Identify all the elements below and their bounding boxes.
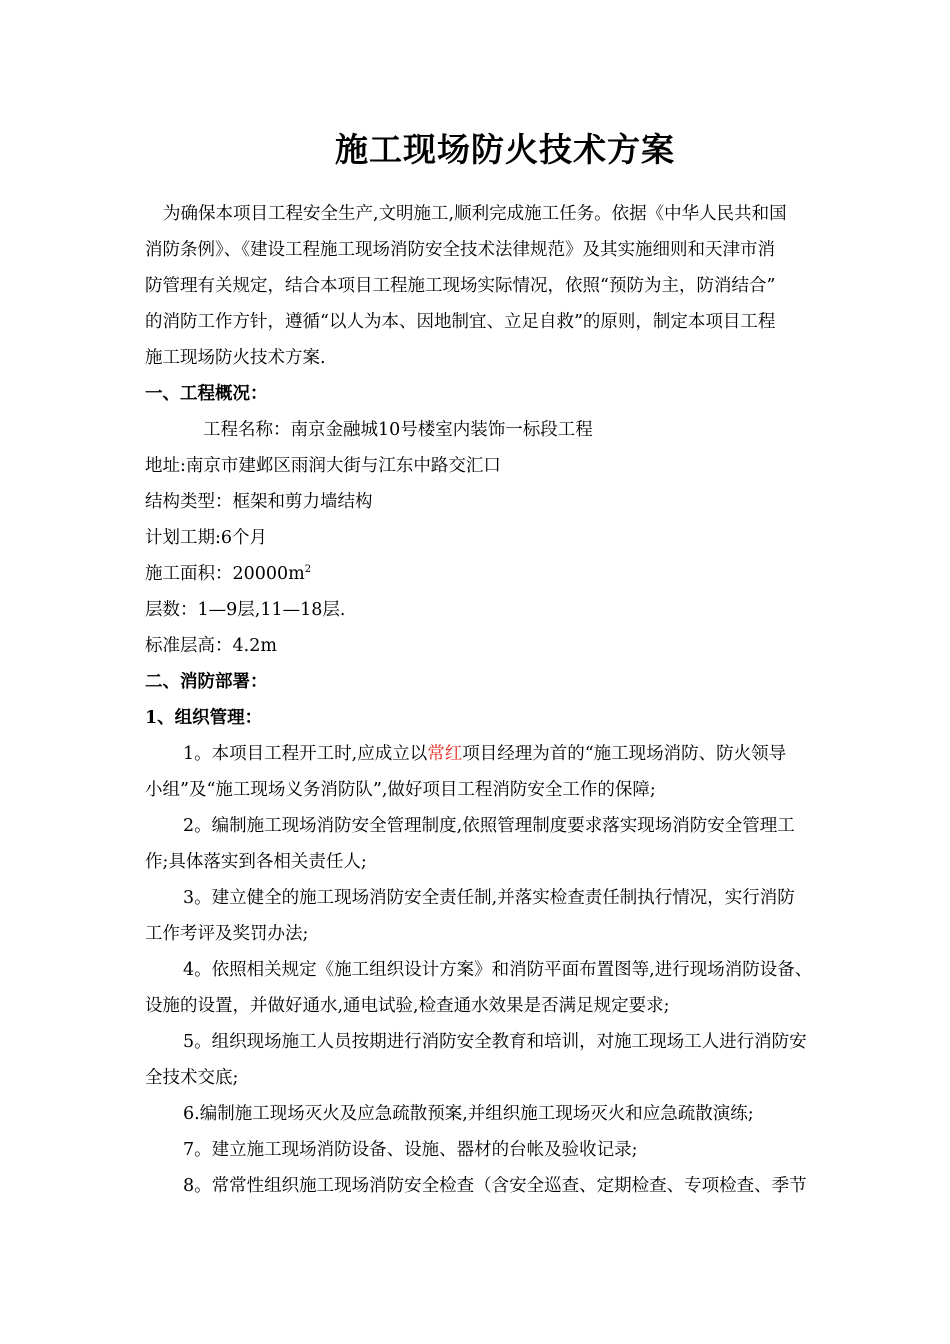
item5-line-2: 全技术交底; (145, 1068, 239, 1088)
item3-line-1: 3。建立健全的施工现场消防安全责任制,并落实检查责任制执行情况，实行消防 (183, 888, 795, 908)
item1-highlight-name: 常红 (427, 744, 463, 764)
intro-line-5: 施工现场防火技术方案. (145, 348, 326, 368)
item1-text-pre: 1。本项目工程开工时,应成立以 (183, 744, 428, 764)
area-unit-superscript: 2 (304, 564, 312, 575)
item6-line: 6.编制施工现场灭火及应急疏散预案,并组织施工现场灭火和应急疏散演练; (183, 1104, 754, 1124)
item1-line-2: 小组”及“施工现场义务消防队”,做好项目工程消防安全工作的保障; (145, 780, 656, 800)
construction-area (145, 562, 311, 586)
intro-line-3: 防管理有关规定，结合本项目工程施工现场实际情况，依照“预防为主，防消结合” (145, 276, 776, 296)
item7-line: 7。建立施工现场消防设备、设施、器材的台帐及验收记录; (183, 1140, 638, 1160)
planned-period: 计划工期:6个月 (145, 528, 268, 548)
item1-line-1 (183, 742, 786, 766)
structure-type: 结构类型：框架和剪力墙结构 (145, 492, 373, 512)
section1-heading: 一、工程概况： (145, 384, 268, 404)
page-title: 施工现场防火技术方案 (335, 130, 675, 169)
intro-line-4: 的消防工作方针，遵循“以人为本、因地制宜、立足自救”的原则，制定本项目工程 (145, 312, 776, 332)
subsection1-heading: 1、组织管理： (145, 708, 263, 728)
section2-heading: 二、消防部署： (145, 672, 268, 692)
floor-height: 标准层高：4.2m (145, 636, 277, 656)
intro-line-1: 为确保本项目工程安全生产,文明施工,顺利完成施工任务。依据《中华人民共和国 (163, 204, 787, 224)
item8-line: 8。常常性组织施工现场消防安全检查（含安全巡查、定期检查、专项检查、季节 (183, 1176, 807, 1196)
project-name: 工程名称：南京金融城10号楼室内装饰一标段工程 (203, 420, 593, 440)
item5-line-1: 5。组织现场施工人员按期进行消防安全教育和培训，对施工现场工人进行消防安 (183, 1032, 807, 1052)
item1-text-post: 项目经理为首的“施工现场消防、防火领导 (462, 744, 787, 764)
item4-line-2: 设施的设置，并做好通水,通电试验,检查通水效果是否满足规定要求; (145, 996, 670, 1016)
item4-line-1: 4。依照相关规定《施工组织设计方案》和消防平面布置图等,进行现场消防设备、 (183, 960, 813, 980)
intro-line-2: 消防条例》、《建设工程施工现场消防安全技术法律规范》及其实施细则和天津市消 (145, 240, 775, 260)
item2-line-2: 作;具体落实到各相关责任人; (145, 852, 367, 872)
project-address: 地址:南京市建邺区雨润大街与江东中路交汇口 (145, 456, 501, 476)
item2-line-1: 2。编制施工现场消防安全管理制度,依照管理制度要求落实现场消防安全管理工 (183, 816, 795, 836)
floor-count: 层数：1—9层,11—18层. (145, 600, 346, 620)
construction-area-value: 施工面积：20000m (145, 564, 305, 584)
item3-line-2: 工作考评及奖罚办法; (145, 924, 309, 944)
